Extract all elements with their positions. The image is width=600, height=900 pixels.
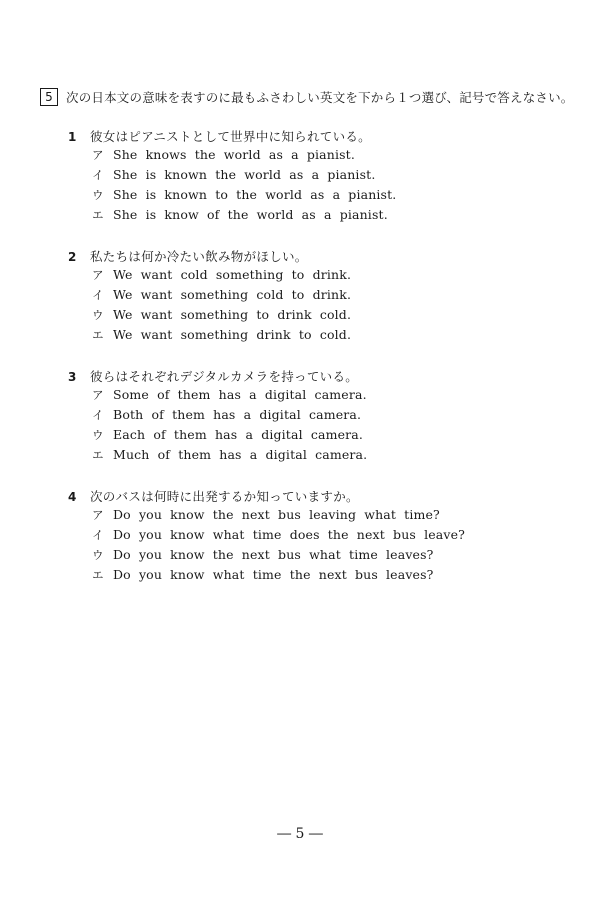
option-text: We want cold something to drink. — [113, 267, 352, 282]
option-a — [92, 147, 396, 167]
option-list — [92, 147, 396, 227]
section-number-box: 5 — [40, 88, 58, 106]
question-number: 2 — [68, 250, 77, 264]
option-mark: エ — [92, 208, 104, 222]
question-1 — [68, 127, 396, 227]
option-mark: エ — [92, 448, 104, 462]
option-text: Both of them has a digital camera. — [113, 407, 362, 422]
option-mark: エ — [92, 568, 104, 582]
option-mark: ウ — [92, 308, 104, 322]
question-2 — [68, 247, 351, 347]
option-text: Much of them has a digital camera. — [113, 447, 368, 462]
question-text: 次のバスは何時に出発するか知っていますか。 — [90, 489, 359, 504]
option-mark: ア — [92, 268, 104, 282]
option-mark: イ — [92, 168, 104, 182]
question-text: 彼らはそれぞれデジタルカメラを持っている。 — [90, 369, 359, 384]
option-text: She is know of the world as a pianist. — [113, 207, 388, 222]
option-text: Do you know what time does the next bus leave? — [113, 527, 466, 542]
option-text: She is known to the world as a pianist. — [113, 187, 397, 202]
option-i — [92, 167, 396, 187]
option-mark: ア — [92, 508, 104, 522]
section-instruction — [40, 88, 574, 106]
option-text: She knows the world as a pianist. — [113, 147, 355, 162]
option-text: Some of them has a digital camera. — [113, 387, 367, 402]
question-number: 4 — [68, 490, 77, 504]
option-text: She is known the world as a pianist. — [113, 167, 376, 182]
option-mark: ア — [92, 148, 104, 162]
option-list — [92, 267, 351, 347]
option-text: Each of them has a digital camera. — [113, 427, 363, 442]
page-number: ― 5 ― — [277, 826, 323, 842]
question-4 — [68, 487, 465, 587]
question-number: 1 — [68, 130, 77, 144]
question-3 — [68, 367, 367, 467]
option-text: We want something to drink cold. — [113, 307, 352, 322]
instruction-text: 次の日本文の意味を表すのに最もふさわしい英文を下から１つ選び、記号で答えなさい。 — [66, 90, 574, 105]
option-mark: エ — [92, 328, 104, 342]
option-mark: ウ — [92, 188, 104, 202]
option-text: We want something cold to drink. — [113, 287, 352, 302]
option-a — [92, 267, 351, 287]
option-e — [92, 447, 367, 467]
option-u — [92, 427, 367, 447]
option-a — [92, 387, 367, 407]
option-mark: イ — [92, 288, 104, 302]
option-a — [92, 507, 465, 527]
option-list — [92, 387, 367, 467]
option-text: Do you know what time the next bus leaves? — [113, 567, 434, 582]
option-text: We want something drink to cold. — [113, 327, 352, 342]
option-mark: ア — [92, 388, 104, 402]
question-text: 私たちは何か冷たい飲み物がほしい。 — [90, 249, 308, 264]
question-number: 3 — [68, 370, 77, 384]
question-text: 彼女はピアニストとして世界中に知られている。 — [90, 129, 371, 144]
option-i — [92, 527, 465, 547]
option-i — [92, 407, 367, 427]
option-list — [92, 507, 465, 587]
option-mark: ウ — [92, 548, 104, 562]
option-e — [92, 207, 396, 227]
option-mark: イ — [92, 528, 104, 542]
option-mark: イ — [92, 408, 104, 422]
option-text: Do you know the next bus what time leaves? — [113, 547, 434, 562]
option-mark: ウ — [92, 428, 104, 442]
option-e — [92, 327, 351, 347]
option-i — [92, 287, 351, 307]
option-u — [92, 187, 396, 207]
option-e — [92, 567, 465, 587]
option-text: Do you know the next bus leaving what time? — [113, 507, 440, 522]
option-u — [92, 307, 351, 327]
option-u — [92, 547, 465, 567]
